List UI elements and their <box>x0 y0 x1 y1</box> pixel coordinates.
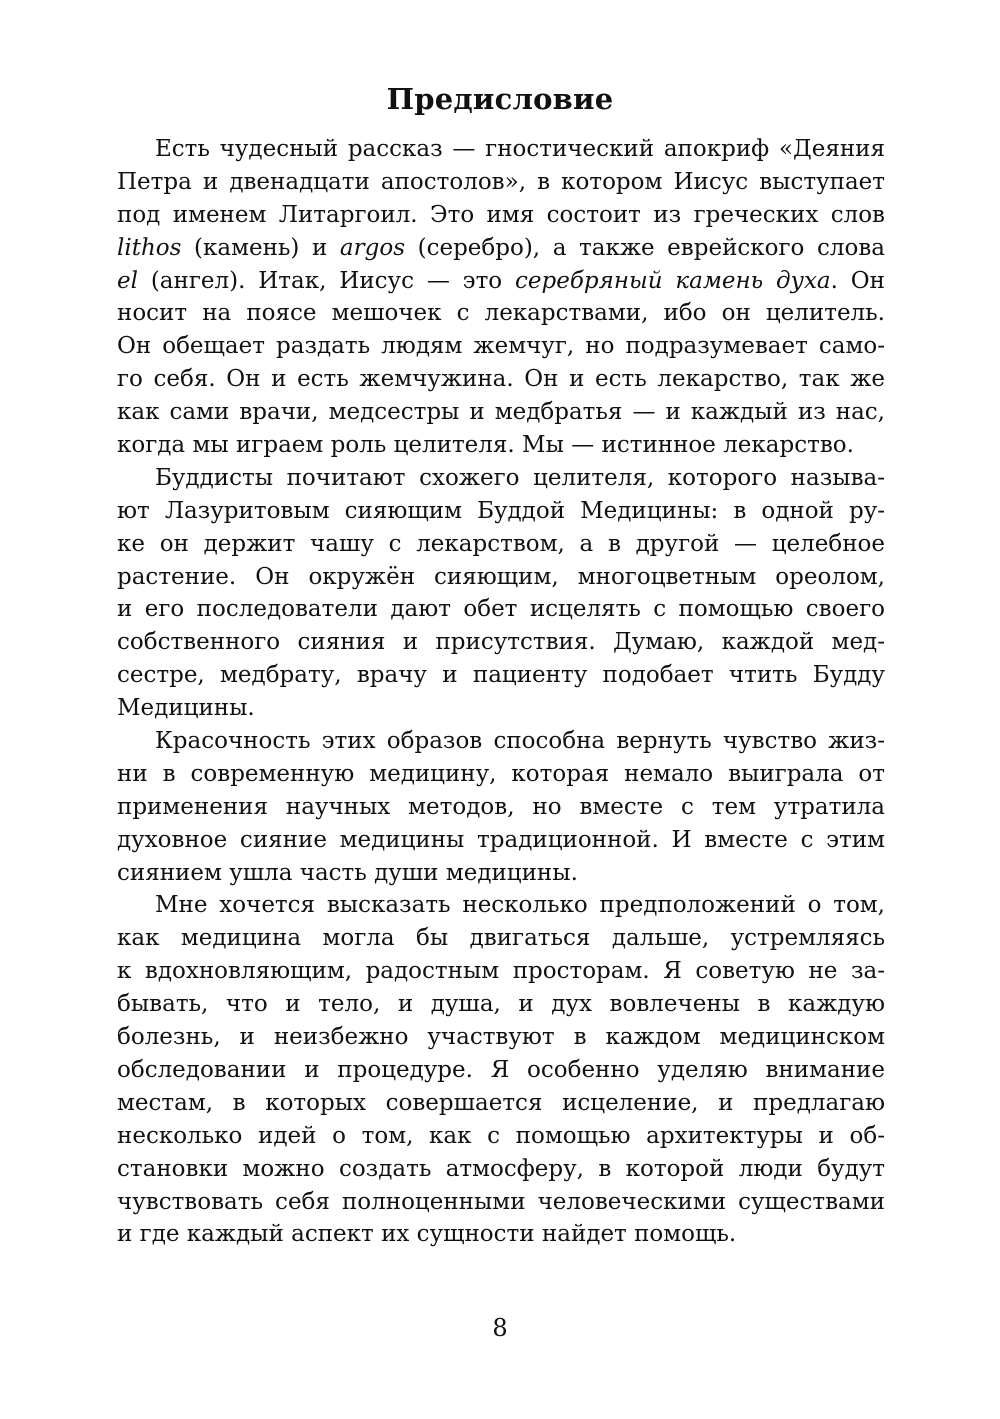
text-line: Буддисты почитают схожего целителя, которого называ- <box>155 464 885 491</box>
text-line: собственного сияния и присутствия. Думаю, каждой мед- <box>117 629 885 656</box>
italic-term: серебряный камень духа <box>515 267 831 294</box>
text-line: сиянием ушла часть души медицины. <box>117 859 578 886</box>
page-title: Предисловие <box>386 82 614 116</box>
text-line: Петра и двенадцати апостолов», в котором Иисус выступает <box>117 168 885 195</box>
text-line: обследовании и процедуре. Я особенно уделяю внимание <box>117 1056 885 1083</box>
paragraph <box>117 462 885 725</box>
paragraph <box>117 889 885 1251</box>
text-line: носит на поясе мешочек с лекарствами, ибо он целитель. <box>117 300 885 327</box>
text-line: растение. Он окружён сияющим, многоцветным ореолом, <box>117 563 885 590</box>
italic-term: el <box>117 267 138 294</box>
paragraph <box>117 133 885 462</box>
text-line: сестре, медбрату, врачу и пациенту подобает чтить Будду <box>117 662 885 689</box>
text-line: как сами врачи, медсестры и медбратья — и каждый из нас, <box>117 399 885 426</box>
text-line: духовное сияние медицины традиционной. И вместе с этим <box>117 826 885 853</box>
text-line: Красочность этих образов способна вернуть чувство жиз- <box>155 728 885 755</box>
text-line: как медицина могла бы двигаться дальше, устремляясь <box>117 925 885 952</box>
text-line: местам, в которых совершается исцеление, и предлагаю <box>117 1089 885 1116</box>
italic-term: lithos <box>117 234 182 261</box>
page-number: 8 <box>492 1314 508 1342</box>
text-line: применения научных методов, но вместе с тем утратила <box>117 793 885 820</box>
text-line: и его последователи дают обет исцелять с помощью своего <box>117 596 885 623</box>
text-line: Он обещает раздать людям жемчуг, но подразумевает само- <box>117 333 885 360</box>
text-line: Есть чудесный рассказ — гностический апокриф «Деяния <box>155 136 885 162</box>
text-line: Медицины. <box>117 695 255 722</box>
italic-term: argos <box>339 234 406 261</box>
text-line: ни в современную медицину, которая немало выиграла от <box>117 760 885 787</box>
text-line: чувствовать себя полноценными человеческими существами <box>117 1188 885 1215</box>
text-line: Мне хочется высказать несколько предположений о том, <box>155 892 885 919</box>
text-line: lithos (камень) и argos (серебро), а также еврейского слова <box>117 234 885 261</box>
paragraph <box>117 725 885 889</box>
text-line: и где каждый аспект их сущности найдет помощь. <box>117 1221 737 1248</box>
text-line: несколько идей о том, как с помощью архитектуры и об- <box>117 1122 885 1149</box>
text-line: el (ангел). Итак, Иисус — это серебряный камень духа. Он <box>117 267 885 294</box>
text-line: под именем Литаргоил. Это имя состоит из греческих слов <box>117 201 885 228</box>
text-line: ют Лазуритовым сияющим Буддой Медицины: в одной ру- <box>117 497 885 524</box>
text-line: бывать, что и тело, и душа, и дух вовлечены в каждую <box>117 991 885 1018</box>
text-line: когда мы играем роль целителя. Мы — истинное лекарство. <box>117 432 854 459</box>
text-line: становки можно создать атмосферу, в которой люди будут <box>117 1155 885 1182</box>
text-line: ке он держит чашу с лекарством, а в другой — целебное <box>117 530 885 557</box>
text-line: го себя. Он и есть жемчужина. Он и есть лекарство, так же <box>117 366 885 393</box>
text-line: болезнь, и неизбежно участвуют в каждом медицинском <box>117 1024 885 1051</box>
body-text <box>117 133 885 1251</box>
text-line: к вдохновляющим, радостным просторам. Я советую не за- <box>117 958 885 985</box>
